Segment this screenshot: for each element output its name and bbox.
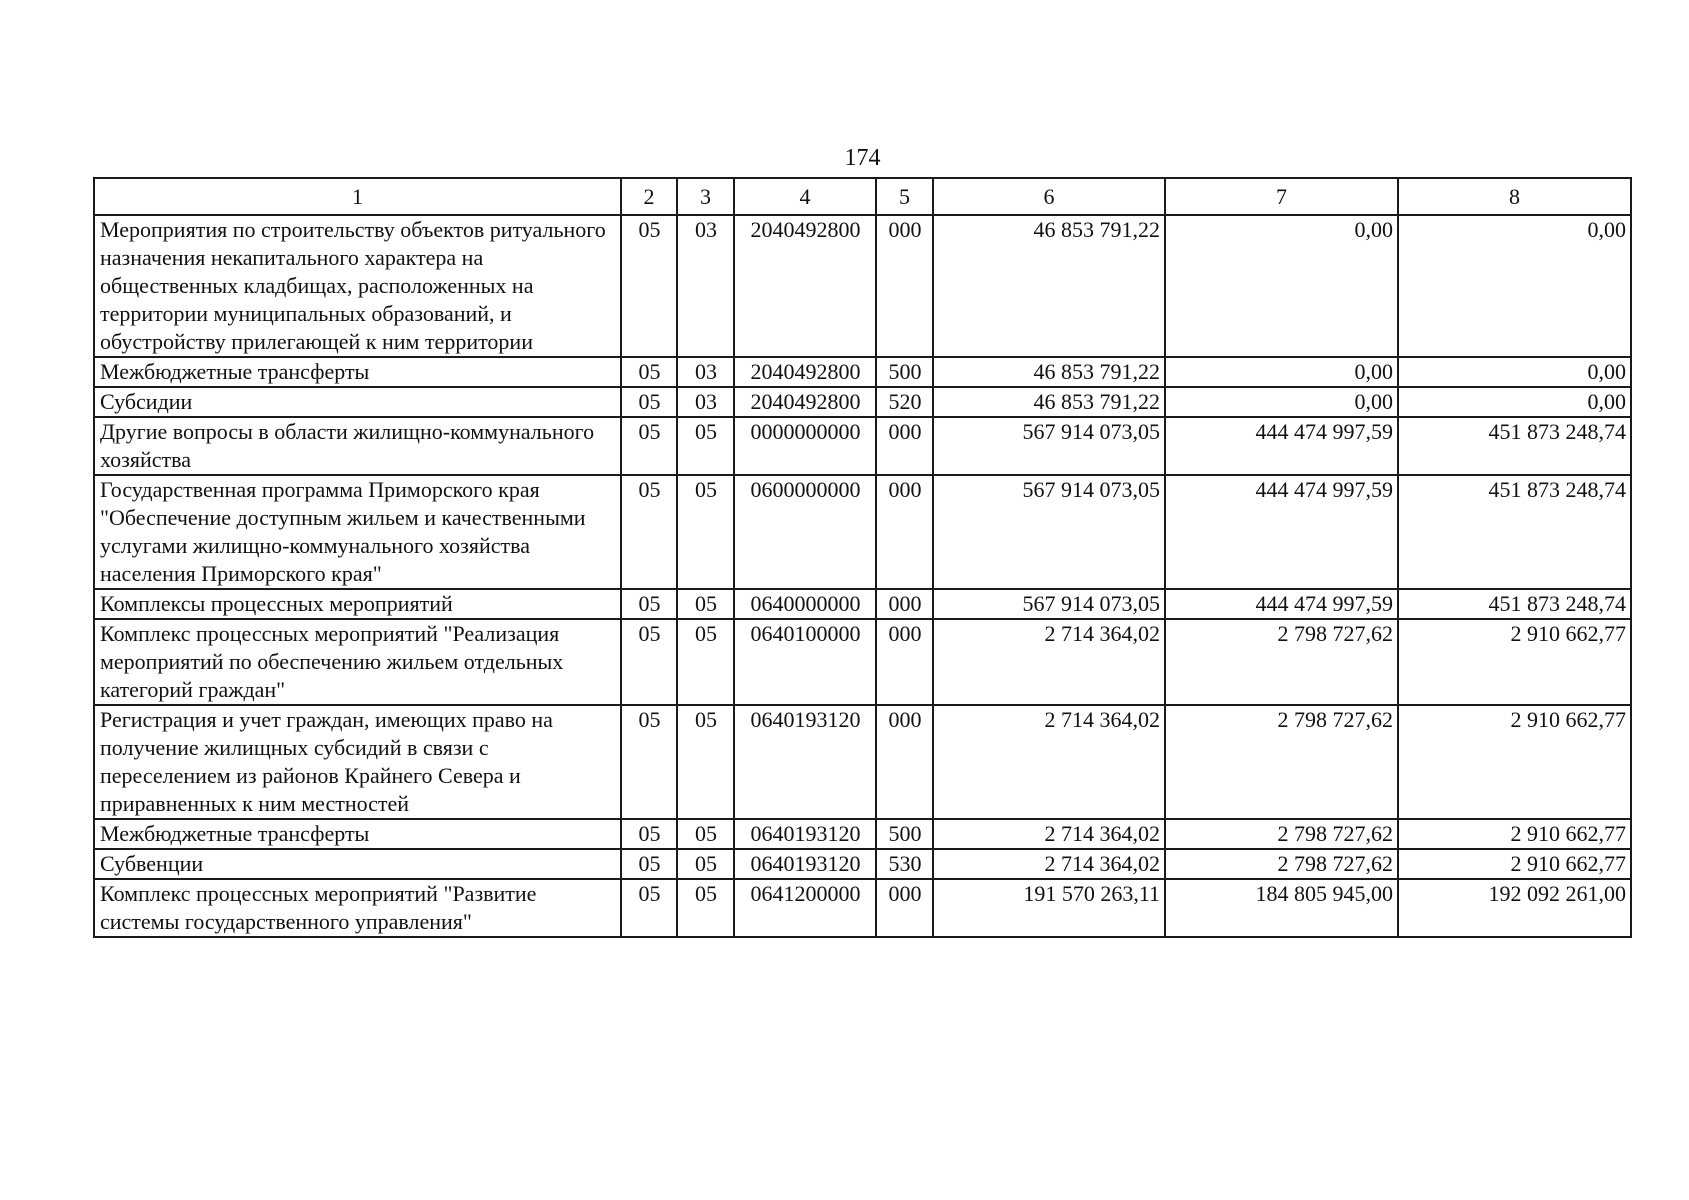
row-name: Мероприятия по строительству объектов ритуального назначения некапитального характера на общественных кладбищах, расположенных на территории муниципальных образований, и обустройству прилегающей к ним территории: [94, 215, 621, 357]
row-name: Субсидии: [94, 387, 621, 417]
table-row: [94, 357, 1631, 387]
amount-year-2: 0,00: [1165, 387, 1398, 417]
amount-year-1: 46 853 791,22: [933, 357, 1165, 387]
amount-year-2: 0,00: [1165, 357, 1398, 387]
amount-year-2: 2 798 727,62: [1165, 819, 1398, 849]
target-code: 2040492800: [734, 215, 876, 357]
amount-year-3: 0,00: [1398, 215, 1631, 357]
target-code: 0640193120: [734, 819, 876, 849]
amount-year-2: 444 474 997,59: [1165, 589, 1398, 619]
amount-year-1: 567 914 073,05: [933, 475, 1165, 589]
amount-year-3: 0,00: [1398, 387, 1631, 417]
section-code: 05: [621, 475, 677, 589]
subsection-code: 03: [677, 357, 734, 387]
amount-year-1: 2 714 364,02: [933, 705, 1165, 819]
table-row: [94, 879, 1631, 937]
kind-code: 000: [876, 879, 933, 937]
table-row: [94, 475, 1631, 589]
amount-year-2: 444 474 997,59: [1165, 417, 1398, 475]
target-code: 0600000000: [734, 475, 876, 589]
section-code: 05: [621, 589, 677, 619]
column-header: 1: [94, 178, 621, 215]
subsection-code: 05: [677, 849, 734, 879]
amount-year-1: 567 914 073,05: [933, 589, 1165, 619]
row-name: Другие вопросы в области жилищно-коммунального хозяйства: [94, 417, 621, 475]
row-name: Государственная программа Приморского края "Обеспечение доступным жильем и качественными услугами жилищно-коммунального хозяйства населения Приморского края": [94, 475, 621, 589]
row-name: Комплекс процессных мероприятий "Реализация мероприятий по обеспечению жильем отдельных категорий граждан": [94, 619, 621, 705]
kind-code: 500: [876, 357, 933, 387]
kind-code: 000: [876, 589, 933, 619]
section-code: 05: [621, 215, 677, 357]
kind-code: 000: [876, 215, 933, 357]
subsection-code: 03: [677, 387, 734, 417]
amount-year-2: 2 798 727,62: [1165, 619, 1398, 705]
target-code: 0640100000: [734, 619, 876, 705]
target-code: 0640000000: [734, 589, 876, 619]
amount-year-3: 451 873 248,74: [1398, 475, 1631, 589]
kind-code: 530: [876, 849, 933, 879]
row-name: Комплексы процессных мероприятий: [94, 589, 621, 619]
subsection-code: 05: [677, 589, 734, 619]
table-row: [94, 417, 1631, 475]
target-code: 0640193120: [734, 849, 876, 879]
amount-year-2: 444 474 997,59: [1165, 475, 1398, 589]
target-code: 0000000000: [734, 417, 876, 475]
column-header: 5: [876, 178, 933, 215]
amount-year-1: 46 853 791,22: [933, 387, 1165, 417]
amount-year-3: 0,00: [1398, 357, 1631, 387]
section-code: 05: [621, 619, 677, 705]
amount-year-1: 2 714 364,02: [933, 619, 1165, 705]
section-code: 05: [621, 357, 677, 387]
section-code: 05: [621, 879, 677, 937]
amount-year-3: 2 910 662,77: [1398, 619, 1631, 705]
row-name: Межбюджетные трансферты: [94, 357, 621, 387]
amount-year-1: 567 914 073,05: [933, 417, 1165, 475]
section-code: 05: [621, 417, 677, 475]
subsection-code: 05: [677, 619, 734, 705]
column-number-row: [94, 178, 1631, 215]
subsection-code: 05: [677, 417, 734, 475]
row-name: Межбюджетные трансферты: [94, 819, 621, 849]
table-row: [94, 619, 1631, 705]
target-code: 0640193120: [734, 705, 876, 819]
column-header: 6: [933, 178, 1165, 215]
column-header: 4: [734, 178, 876, 215]
subsection-code: 05: [677, 879, 734, 937]
table-row: [94, 215, 1631, 357]
page-number: 174: [844, 145, 881, 171]
subsection-code: 05: [677, 475, 734, 589]
amount-year-3: 2 910 662,77: [1398, 849, 1631, 879]
amount-year-3: 451 873 248,74: [1398, 589, 1631, 619]
kind-code: 000: [876, 475, 933, 589]
subsection-code: 03: [677, 215, 734, 357]
amount-year-1: 2 714 364,02: [933, 849, 1165, 879]
amount-year-2: 184 805 945,00: [1165, 879, 1398, 937]
column-header: 7: [1165, 178, 1398, 215]
table-row: [94, 705, 1631, 819]
section-code: 05: [621, 849, 677, 879]
kind-code: 520: [876, 387, 933, 417]
column-header: 3: [677, 178, 734, 215]
amount-year-1: 2 714 364,02: [933, 819, 1165, 849]
section-code: 05: [621, 819, 677, 849]
subsection-code: 05: [677, 705, 734, 819]
amount-year-2: 2 798 727,62: [1165, 849, 1398, 879]
section-code: 05: [621, 705, 677, 819]
row-name: Регистрация и учет граждан, имеющих право на получение жилищных субсидий в связи с переселением из районов Крайнего Севера и приравненных к ним местностей: [94, 705, 621, 819]
amount-year-2: 0,00: [1165, 215, 1398, 357]
section-code: 05: [621, 387, 677, 417]
kind-code: 500: [876, 819, 933, 849]
table-row: [94, 849, 1631, 879]
table-row: [94, 819, 1631, 849]
amount-year-3: 2 910 662,77: [1398, 705, 1631, 819]
kind-code: 000: [876, 417, 933, 475]
target-code: 2040492800: [734, 357, 876, 387]
target-code: 0641200000: [734, 879, 876, 937]
amount-year-2: 2 798 727,62: [1165, 705, 1398, 819]
amount-year-3: 2 910 662,77: [1398, 819, 1631, 849]
amount-year-3: 451 873 248,74: [1398, 417, 1631, 475]
kind-code: 000: [876, 619, 933, 705]
row-name: Субвенции: [94, 849, 621, 879]
row-name: Комплекс процессных мероприятий "Развитие системы государственного управления": [94, 879, 621, 937]
target-code: 2040492800: [734, 387, 876, 417]
column-header: 2: [621, 178, 677, 215]
amount-year-1: 191 570 263,11: [933, 879, 1165, 937]
amount-year-1: 46 853 791,22: [933, 215, 1165, 357]
kind-code: 000: [876, 705, 933, 819]
table-row: [94, 387, 1631, 417]
amount-year-3: 192 092 261,00: [1398, 879, 1631, 937]
budget-table: [93, 177, 1632, 938]
table-row: [94, 589, 1631, 619]
subsection-code: 05: [677, 819, 734, 849]
column-header: 8: [1398, 178, 1631, 215]
